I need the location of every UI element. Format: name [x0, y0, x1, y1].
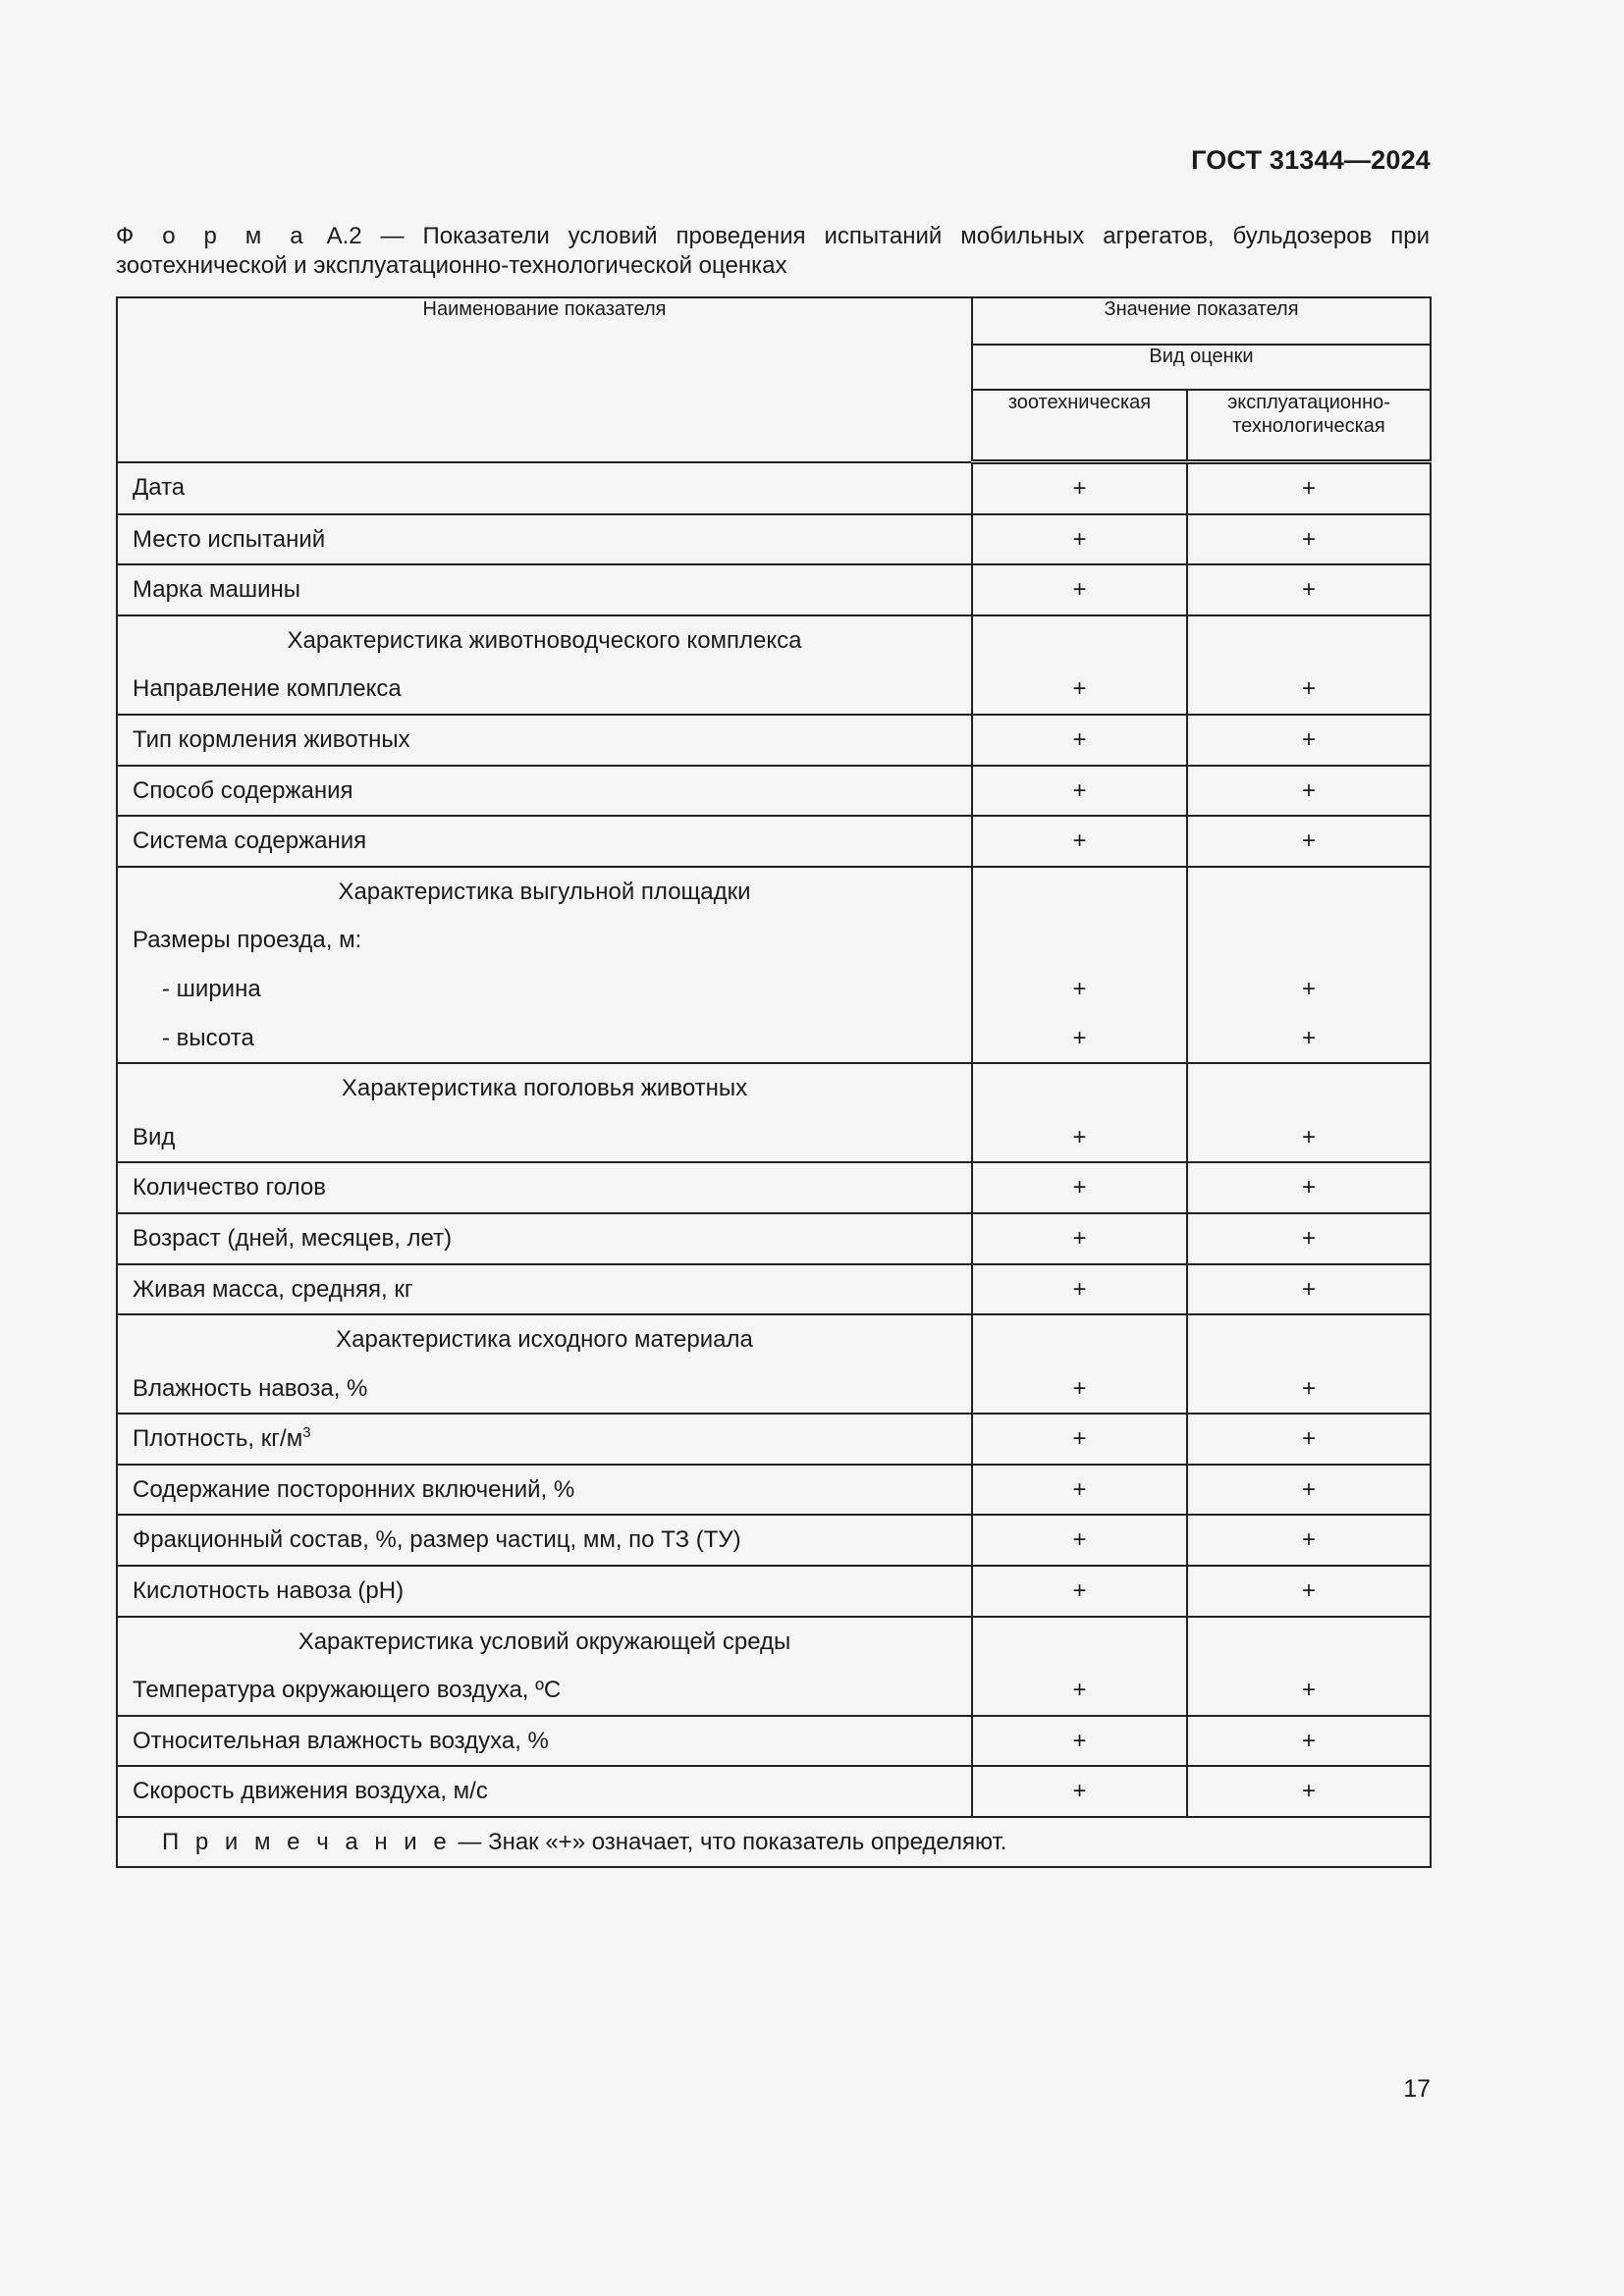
operational-value-cell: [1187, 1766, 1431, 1817]
plus-mark: +: [1072, 1024, 1087, 1051]
indicator-name: Место испытаний: [133, 525, 326, 553]
indicator-name: Живая масса, средняя, кг: [133, 1275, 413, 1303]
plus-mark: [973, 1618, 1186, 1667]
zootechnical-value-cell: [972, 766, 1187, 817]
zootechnical-value-cell: [972, 1414, 1187, 1465]
table-row: [117, 1566, 1431, 1617]
indicator-name-cell: [117, 1465, 972, 1516]
plus-mark: +: [1072, 475, 1087, 502]
plus-mark: +: [1072, 525, 1087, 553]
plus-mark: +: [1302, 1778, 1317, 1805]
plus-mark: [973, 1315, 1186, 1364]
plus-mark: [1188, 868, 1430, 917]
operational-value-cell: [1187, 514, 1431, 565]
operational-value-cell: [1187, 1515, 1431, 1566]
plus-mark: +: [1302, 576, 1317, 604]
zootechnical-value-cell: [972, 1162, 1187, 1213]
table-row: [117, 615, 1431, 715]
plus-mark: [1188, 1315, 1430, 1364]
plus-mark: +: [1072, 1526, 1087, 1554]
indicator-name: Дата: [133, 473, 186, 501]
indicator-name-cell: [117, 1264, 972, 1315]
plus-mark: +: [1302, 1677, 1317, 1704]
plus-mark: +: [1072, 1727, 1087, 1754]
subgroup-header-assessment: Вид оценки: [972, 345, 1431, 390]
col-header-name: Наименование показателя: [117, 297, 972, 462]
operational-value-cell: [1187, 1716, 1431, 1767]
indicator-name-cell: [117, 514, 972, 565]
indicator-name: Вид: [133, 1123, 176, 1150]
indicator-name: - высота: [162, 1024, 254, 1051]
plus-mark: +: [1302, 975, 1317, 1002]
zootechnical-value-cell: [972, 816, 1187, 867]
plus-mark: +: [1302, 1577, 1317, 1605]
superscript: 3: [302, 1424, 311, 1442]
operational-value-cell: [1187, 816, 1431, 867]
table-row: [117, 1515, 1431, 1566]
plus-mark: +: [1302, 1024, 1317, 1051]
indicator-name: Фракционный состав, %, размер частиц, мм, по ТЗ (ТУ): [133, 1526, 741, 1554]
col-header-zootechnical: зоотехническая: [972, 390, 1187, 462]
indicator-name-cell: [117, 715, 972, 766]
zootechnical-value-cell: [972, 462, 1187, 514]
plus-mark: +: [1302, 725, 1317, 753]
zootechnical-value-cell: [972, 1766, 1187, 1817]
operational-value-cell: [1187, 1465, 1431, 1516]
plus-mark: +: [1302, 525, 1317, 553]
plus-mark: +: [1302, 1425, 1317, 1453]
plus-mark: +: [1302, 1174, 1317, 1201]
operational-value-cell: [1187, 766, 1431, 817]
indicator-name: [133, 1415, 971, 1464]
indicator-name-cell: [117, 1063, 972, 1162]
table-row: [117, 1766, 1431, 1817]
indicator-name: Направление комплекса: [133, 675, 402, 703]
zootechnical-value-cell: [972, 867, 1187, 1063]
plus-mark: +: [1302, 675, 1317, 703]
table-note: [117, 1817, 1431, 1867]
section-heading: Характеристика животноводческого комплекса: [287, 626, 802, 654]
indicator-name-cell: [117, 867, 972, 1063]
plus-mark: [973, 616, 1186, 666]
indicator-name: Марка машины: [133, 576, 301, 604]
operational-value-cell: [1187, 1162, 1431, 1213]
table-row: [117, 816, 1431, 867]
operational-value-cell: [1187, 1314, 1431, 1414]
plus-mark: +: [1072, 828, 1087, 855]
operational-value-cell: [1187, 1414, 1431, 1465]
page-number: 17: [1403, 2075, 1431, 2103]
table-row: [117, 1716, 1431, 1767]
table-row: [117, 1213, 1431, 1264]
plus-mark: +: [1072, 1275, 1087, 1303]
indicator-name: Способ содержания: [133, 776, 353, 804]
indicator-name-cell: [117, 1566, 972, 1617]
plus-mark: [1188, 1064, 1430, 1113]
col-header-operational: эксплуатационно- технологическая: [1187, 390, 1431, 462]
plus-mark: [1188, 616, 1430, 666]
note-text: — Знак «+» означает, что показатель определяют.: [451, 1829, 1007, 1856]
plus-mark: +: [1302, 1526, 1317, 1554]
zootechnical-value-cell: [972, 1515, 1187, 1566]
zootechnical-value-cell: [972, 1566, 1187, 1617]
table-row: [117, 1063, 1431, 1162]
plus-mark: [973, 868, 1186, 917]
plus-mark: [1188, 1618, 1430, 1667]
indicator-name-cell: [117, 816, 972, 867]
table-row: [117, 867, 1431, 1063]
plus-mark: +: [1302, 475, 1317, 502]
indicator-name-cell: [117, 1515, 972, 1566]
zootechnical-value-cell: [972, 1617, 1187, 1716]
note-label: П р и м е ч а н и е: [162, 1829, 452, 1856]
indicator-name-cell: [117, 1314, 972, 1414]
plus-mark: [973, 916, 1186, 965]
form-caption: [116, 222, 1430, 281]
zootechnical-value-cell: [972, 1213, 1187, 1264]
zootechnical-value-cell: [972, 1063, 1187, 1162]
operational-value-cell: [1187, 462, 1431, 514]
table-row: [117, 1314, 1431, 1414]
zootechnical-value-cell: [972, 1264, 1187, 1315]
table-row: [117, 564, 1431, 615]
table-row: [117, 462, 1431, 514]
operational-value-cell: [1187, 1213, 1431, 1264]
plus-mark: +: [1302, 828, 1317, 855]
indicator-name: Содержание посторонних включений, %: [133, 1475, 575, 1503]
indicator-name: Количество голов: [133, 1174, 326, 1201]
indicator-name-cell: [117, 615, 972, 715]
indicator-name-cell: [117, 564, 972, 615]
indicator-name-cell: [117, 1766, 972, 1817]
caption-text: А.2 — Показатели условий проведения испытаний мобильных агрегатов, бульдозеров при зоотехнической и эксплуатационно-технологической оценках: [116, 223, 1431, 279]
zootechnical-value-cell: [972, 564, 1187, 615]
indicator-name-cell: [117, 766, 972, 817]
plus-mark: +: [1302, 1475, 1317, 1503]
section-heading: Характеристика условий окружающей среды: [298, 1628, 791, 1655]
indicator-name-cell: [117, 1617, 972, 1716]
table-row: [117, 1414, 1431, 1465]
indicator-name: Система содержания: [133, 828, 367, 855]
plus-mark: +: [1302, 1224, 1317, 1252]
table-row: [117, 1162, 1431, 1213]
indicator-name: Температура окружающего воздуха, ºС: [133, 1677, 562, 1704]
zootechnical-value-cell: [972, 1465, 1187, 1516]
operational-value-cell: [1187, 715, 1431, 766]
plus-mark: +: [1072, 975, 1087, 1002]
plus-mark: +: [1072, 1778, 1087, 1805]
plus-mark: +: [1072, 576, 1087, 604]
indicator-name: Размеры проезда, м:: [133, 927, 362, 954]
indicator-name: Скорость движения воздуха, м/с: [133, 1778, 488, 1805]
section-heading: Характеристика исходного материала: [336, 1326, 753, 1354]
plus-mark: +: [1072, 1224, 1087, 1252]
indicator-name-text: Плотность, кг/м: [133, 1425, 303, 1453]
section-heading: Характеристика выгульной площадки: [338, 878, 751, 905]
indicator-name-cell: [117, 1162, 972, 1213]
section-heading: Характеристика поголовья животных: [341, 1075, 748, 1102]
plus-mark: +: [1072, 1425, 1087, 1453]
indicator-name-cell: [117, 1213, 972, 1264]
plus-mark: [1188, 916, 1430, 965]
operational-value-cell: [1187, 1063, 1431, 1162]
operational-value-cell: [1187, 615, 1431, 715]
plus-mark: +: [1072, 675, 1087, 703]
table-row: [117, 514, 1431, 565]
table-row: [117, 1617, 1431, 1716]
indicator-name-cell: [117, 1716, 972, 1767]
zootechnical-value-cell: [972, 715, 1187, 766]
indicator-name-cell: [117, 1414, 972, 1465]
group-header-value: Значение показателя: [972, 297, 1431, 345]
operational-value-cell: [1187, 867, 1431, 1063]
indicator-name: Влажность навоза, %: [133, 1374, 368, 1402]
plus-mark: +: [1302, 1123, 1317, 1150]
plus-mark: +: [1302, 776, 1317, 804]
table-row: [117, 1465, 1431, 1516]
plus-mark: +: [1302, 1275, 1317, 1303]
indicator-name: Возраст (дней, месяцев, лет): [133, 1224, 453, 1252]
plus-mark: +: [1072, 1475, 1087, 1503]
indicators-table: [116, 296, 1432, 1868]
plus-mark: +: [1072, 1677, 1087, 1704]
table-row: [117, 1264, 1431, 1315]
indicator-name-cell: [117, 462, 972, 514]
standard-code: ГОСТ 31344—2024: [1191, 145, 1431, 175]
indicator-name: Относительная влажность воздуха, %: [133, 1727, 549, 1754]
operational-value-cell: [1187, 564, 1431, 615]
indicator-name: Кислотность навоза (pH): [133, 1577, 405, 1605]
indicator-name: - ширина: [162, 975, 261, 1002]
table-row: [117, 766, 1431, 817]
plus-mark: +: [1302, 1374, 1317, 1402]
caption-label: Ф о р м а: [116, 223, 308, 249]
indicator-name: Тип кормления животных: [133, 725, 410, 753]
plus-mark: [973, 1064, 1186, 1113]
zootechnical-value-cell: [972, 615, 1187, 715]
zootechnical-value-cell: [972, 1314, 1187, 1414]
plus-mark: +: [1072, 776, 1087, 804]
plus-mark: +: [1072, 725, 1087, 753]
zootechnical-value-cell: [972, 1716, 1187, 1767]
plus-mark: +: [1302, 1727, 1317, 1754]
zootechnical-value-cell: [972, 514, 1187, 565]
plus-mark: +: [1072, 1374, 1087, 1402]
operational-value-cell: [1187, 1566, 1431, 1617]
plus-mark: +: [1072, 1123, 1087, 1150]
table-row: [117, 715, 1431, 766]
plus-mark: +: [1072, 1577, 1087, 1605]
operational-value-cell: [1187, 1264, 1431, 1315]
plus-mark: +: [1072, 1174, 1087, 1201]
operational-value-cell: [1187, 1617, 1431, 1716]
